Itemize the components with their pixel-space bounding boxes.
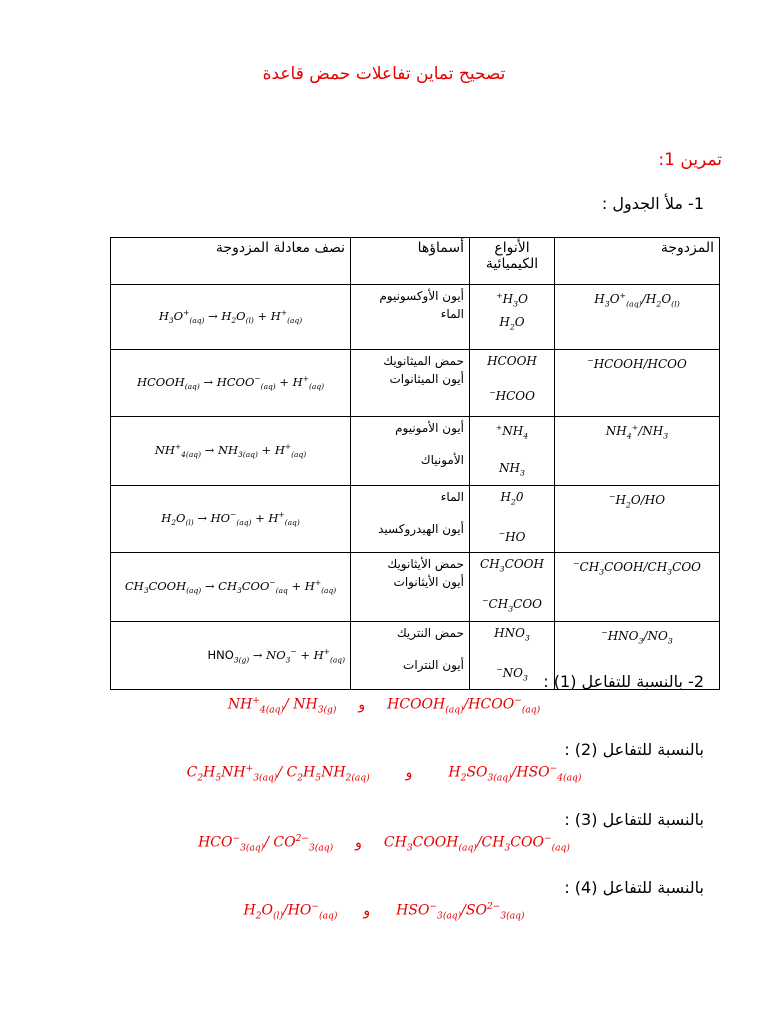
names-cell <box>351 285 470 350</box>
answer-label: بالنسبة للتفاعل (4) : <box>564 878 704 897</box>
equation-cell: $H_3O^+_{(aq)} \to H_2O_{(l)} + H^+_{(aq)}$ <box>111 285 351 350</box>
names-cell <box>351 552 470 621</box>
species-cell: $CH_3COOH$ $CH_3COO^-$ <box>470 552 555 621</box>
answer-couples: $HCO^-_{3(aq)}/$ $CO^{2-}_{3(aq)}$ و $CH_3COOH_{(aq)}/CH_3COO^-_{(aq)}$ <box>198 834 570 854</box>
and-word: و <box>358 696 366 713</box>
table-row <box>111 485 720 552</box>
couples-table <box>110 237 720 690</box>
answer-label: بالنسبة للتفاعل (3) : <box>564 810 704 829</box>
page-title: تصحيح تماين تفاعلات حمض قاعدة <box>262 64 506 84</box>
answer-couples: $H_2O_{(l)}/HO^-_{(aq)}$ و $HSO^-_{3(aq)}/SO^{2-}_{3(aq)}$ <box>243 902 525 922</box>
table-row <box>111 552 720 621</box>
table-row <box>111 285 720 350</box>
species-name: أيون الأوكسونيوم <box>379 289 464 303</box>
names-cell <box>351 485 470 552</box>
species-cell: HCOOH HCOO− <box>470 350 555 417</box>
species-name: أيون الهيدروكسيد <box>378 521 464 536</box>
species-cell: $NH_4^+$ $NH_3$ <box>470 417 555 486</box>
species-name: الأمونياك <box>420 453 464 467</box>
species-name: أيون الميثانوات <box>389 372 464 386</box>
header-equation: نصف معادلة المزدوجة <box>111 238 351 285</box>
and-word: و <box>405 764 413 781</box>
question-1-label: 1- ملأ الجدول : <box>601 194 704 213</box>
species-name: أيون الأيثانوات <box>393 574 464 589</box>
equation-cell: $HNO_{3(g)} \to NO_3^- + H^+_{(aq)}$ <box>111 621 351 690</box>
exercise-heading: تمرين 1: <box>658 150 722 170</box>
couple-cell: $H_3O^+_{(aq)}/H_2O_{(l)}$ <box>555 285 720 350</box>
couple-cell: $HNO_3/NO_3^-$ <box>555 621 720 690</box>
couple-cell: $H_2O/HO^-$ <box>555 485 720 552</box>
equation-cell: $H_2O_{(l)} \to HO^-_{(aq)} + H^+_{(aq)}$ <box>111 485 351 552</box>
table-row <box>111 417 720 486</box>
couple-cell: $NH_4^+/NH_3$ <box>555 417 720 486</box>
couple-cell: $CH_3COOH/CH_3COO^-$ <box>555 552 720 621</box>
names-cell <box>351 350 470 417</box>
species-name: الماء <box>440 307 464 321</box>
species-name: أيون النترات <box>403 657 464 672</box>
answer-label: بالنسبة للتفاعل (2) : <box>564 740 704 759</box>
table-header-row <box>111 238 720 285</box>
header-names: أسماؤها <box>351 238 470 285</box>
species-name: حمض الميثانويك <box>383 354 464 368</box>
couple-cell: HCOOH/HCOO− <box>555 350 720 417</box>
names-cell <box>351 417 470 486</box>
equation-cell: $HCOOH_{(aq)}$ → $HCOO^-_{(aq)} + H^+_{(aq)}$ <box>111 350 351 417</box>
species-cell: $HNO_3$ $NO_3^-$ <box>470 621 555 690</box>
table-row <box>111 350 720 417</box>
species-cell: $H_3O^+$ $H_2O$ <box>470 285 555 350</box>
species-name: الماء <box>440 489 464 504</box>
and-word: و <box>355 834 362 851</box>
answer-label: 2- بالنسبة للتفاعل (1) : <box>543 672 704 691</box>
header-couple: المزدوجة <box>555 238 720 285</box>
names-cell <box>351 621 470 690</box>
equation-cell: $NH^+_{4(aq)} \to NH_{3(aq)} + H^+_{(aq)}$ <box>111 417 351 486</box>
species-cell: $H_20$ HO− <box>470 485 555 552</box>
header-species: الأنواع الكيميائية <box>470 238 555 285</box>
equation-cell: $CH_3COOH_{(aq)} \to CH_3COO^-_{(aq} + H^+_{(aq)}$ <box>111 552 351 621</box>
answer-couples: $NH^+_{4(aq)}/$ $NH_{3(g)}$ و $HCOOH_{(aq)}/HCOO^-_{(aq)}$ <box>227 696 541 716</box>
species-name: حمض النتريك <box>396 625 464 640</box>
and-word: و <box>363 902 371 919</box>
answer-couples: $C_2H_5NH^+_{3(aq)}/$ $C_2H_5NH_{2(aq)}$ و $H_2SO_{3(aq)}/HSO^-_{4(aq)}$ <box>186 764 582 784</box>
species-name: حمض الأيثانويك <box>387 556 464 571</box>
species-name: أيون الأمونيوم <box>395 421 464 435</box>
